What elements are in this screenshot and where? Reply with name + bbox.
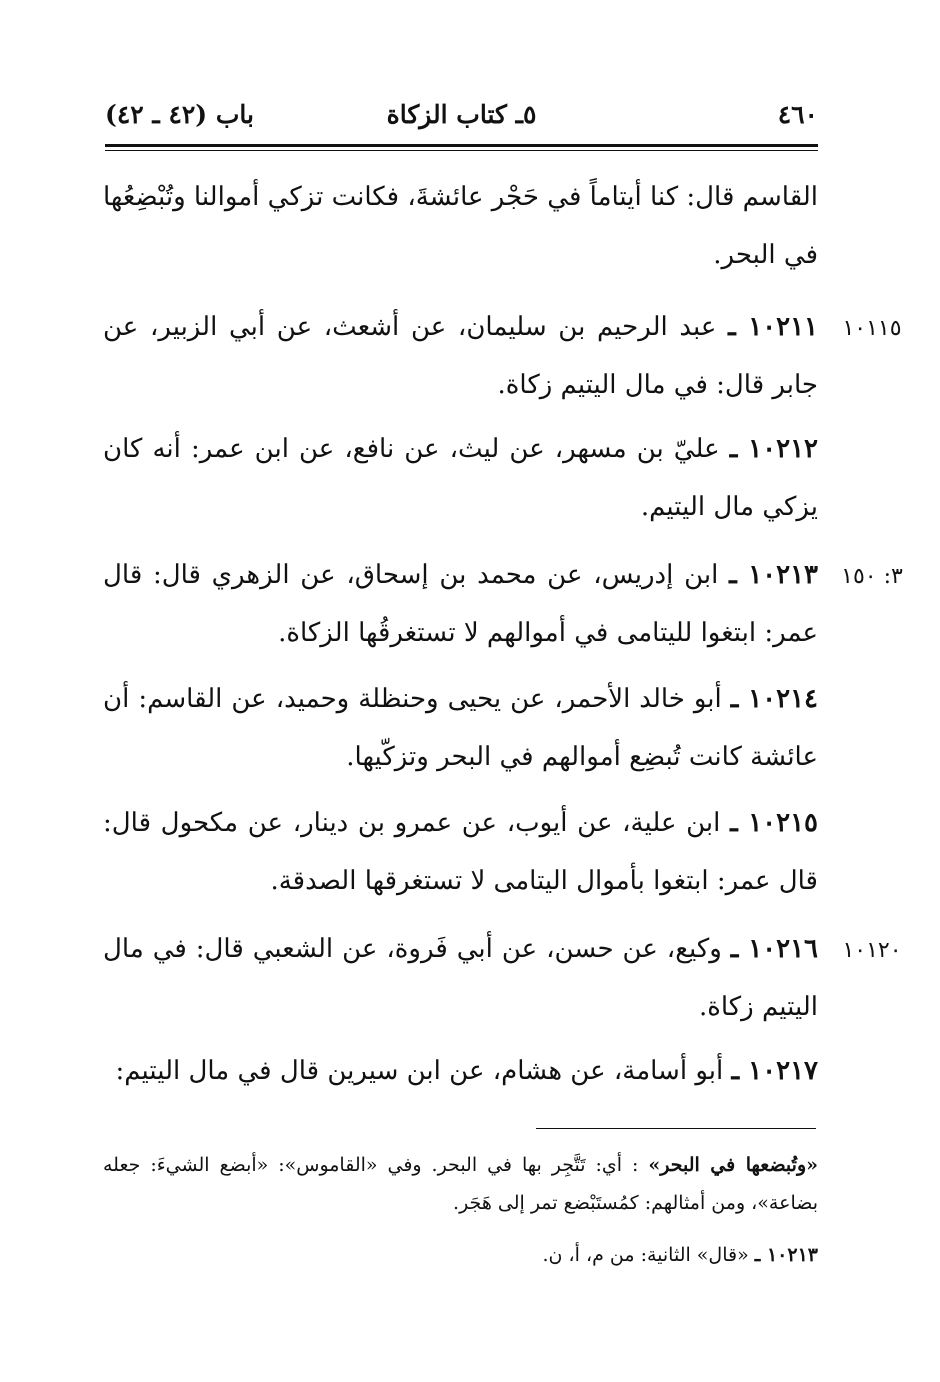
- entry-text: عليّ بن مسهر، عن ليث، عن نافع، عن ابن عمر: أنه كان يزكي مال اليتيم.: [103, 434, 818, 522]
- hadith-number: ١٠٢١٤ ـ: [730, 684, 818, 714]
- section-title: باب (٤٢ ـ ٤٢): [105, 100, 254, 129]
- hadith-entry: [103, 298, 818, 414]
- header-rule: [105, 144, 818, 147]
- entry-text: أبو أسامة، عن هشام، عن ابن سيرين قال في مال اليتيم:: [115, 1056, 724, 1086]
- margin-reference: ١٠١١٥: [842, 316, 902, 341]
- hadith-entry: [103, 794, 818, 910]
- margin-reference: ٣: ١٥٠: [841, 564, 903, 589]
- hadith-entry: [103, 546, 818, 662]
- hadith-number: ١٠٢١٥ ـ: [730, 808, 819, 838]
- hadith-entry: [103, 670, 818, 786]
- continuation-paragraph: [103, 168, 818, 284]
- hadith-number: ١٠٢١١ ـ: [728, 312, 819, 342]
- footnote-text: : أي: تَتَّجِر بها في البحر. وفي «القاموس»: «أبضع الشيءَ: جعله بضاعة»، ومن أمثالهم: كمُستَبْضع تمر إلى هَجَر.: [103, 1154, 818, 1214]
- entry-text: ابن إدريس، عن محمد بن إسحاق، عن الزهري قال: قال عمر: ابتغوا لليتامى في أموالهم لا تستغرقُها الزكاة.: [103, 560, 818, 648]
- hadith-number: ١٠٢١٧ ـ: [731, 1056, 818, 1086]
- footnote: [103, 1146, 818, 1222]
- header-rule-thin: [105, 150, 818, 151]
- hadith-entry: [103, 1042, 818, 1100]
- chapter-title: ٥ـ كتاب الزكاة: [386, 100, 537, 129]
- hadith-number: ١٠٢١٢ ـ: [729, 434, 818, 464]
- footnote-lead: ١٠٢١٣ ـ: [754, 1244, 818, 1266]
- entry-text: ابن علية، عن أيوب، عن عمرو بن دينار، عن مكحول قال: قال عمر: ابتغوا بأموال اليتامى لا تستغرقها الصدقة.: [103, 808, 818, 896]
- entry-text: وكيع، عن حسن، عن أبي فَروة، عن الشعبي قال: في مال اليتيم زكاة.: [103, 934, 818, 1022]
- page-number: ٤٦٠: [777, 100, 818, 129]
- page-header: [105, 100, 818, 142]
- margin-reference: ١٠١٢٠: [842, 938, 902, 963]
- entry-text: عبد الرحيم بن سليمان، عن أشعث، عن أبي الزبير، عن جابر قال: في مال اليتيم زكاة.: [103, 312, 818, 400]
- hadith-entry: [103, 420, 818, 536]
- entry-text: القاسم قال: كنا أيتاماً في حَجْر عائشةَ، فكانت تزكي أموالنا وتُبْضِعُها في البحر.: [103, 182, 818, 270]
- hadith-entry: [103, 920, 818, 1036]
- entry-text: أبو خالد الأحمر، عن يحيى وحنظلة وحميد، عن القاسم: أن عائشة كانت تُبضِع أموالهم في البحر وتزكّيها.: [103, 684, 818, 772]
- hadith-number: ١٠٢١٣ ـ: [729, 560, 819, 590]
- footnote-rule: [536, 1128, 816, 1129]
- footnote-lead: «وتُبضعها في البحر»: [648, 1154, 819, 1176]
- hadith-number: ١٠٢١٦ ـ: [730, 934, 819, 964]
- footnote: [103, 1236, 818, 1274]
- footnote-text: «قال» الثانية: من م، أ، ن.: [542, 1244, 749, 1266]
